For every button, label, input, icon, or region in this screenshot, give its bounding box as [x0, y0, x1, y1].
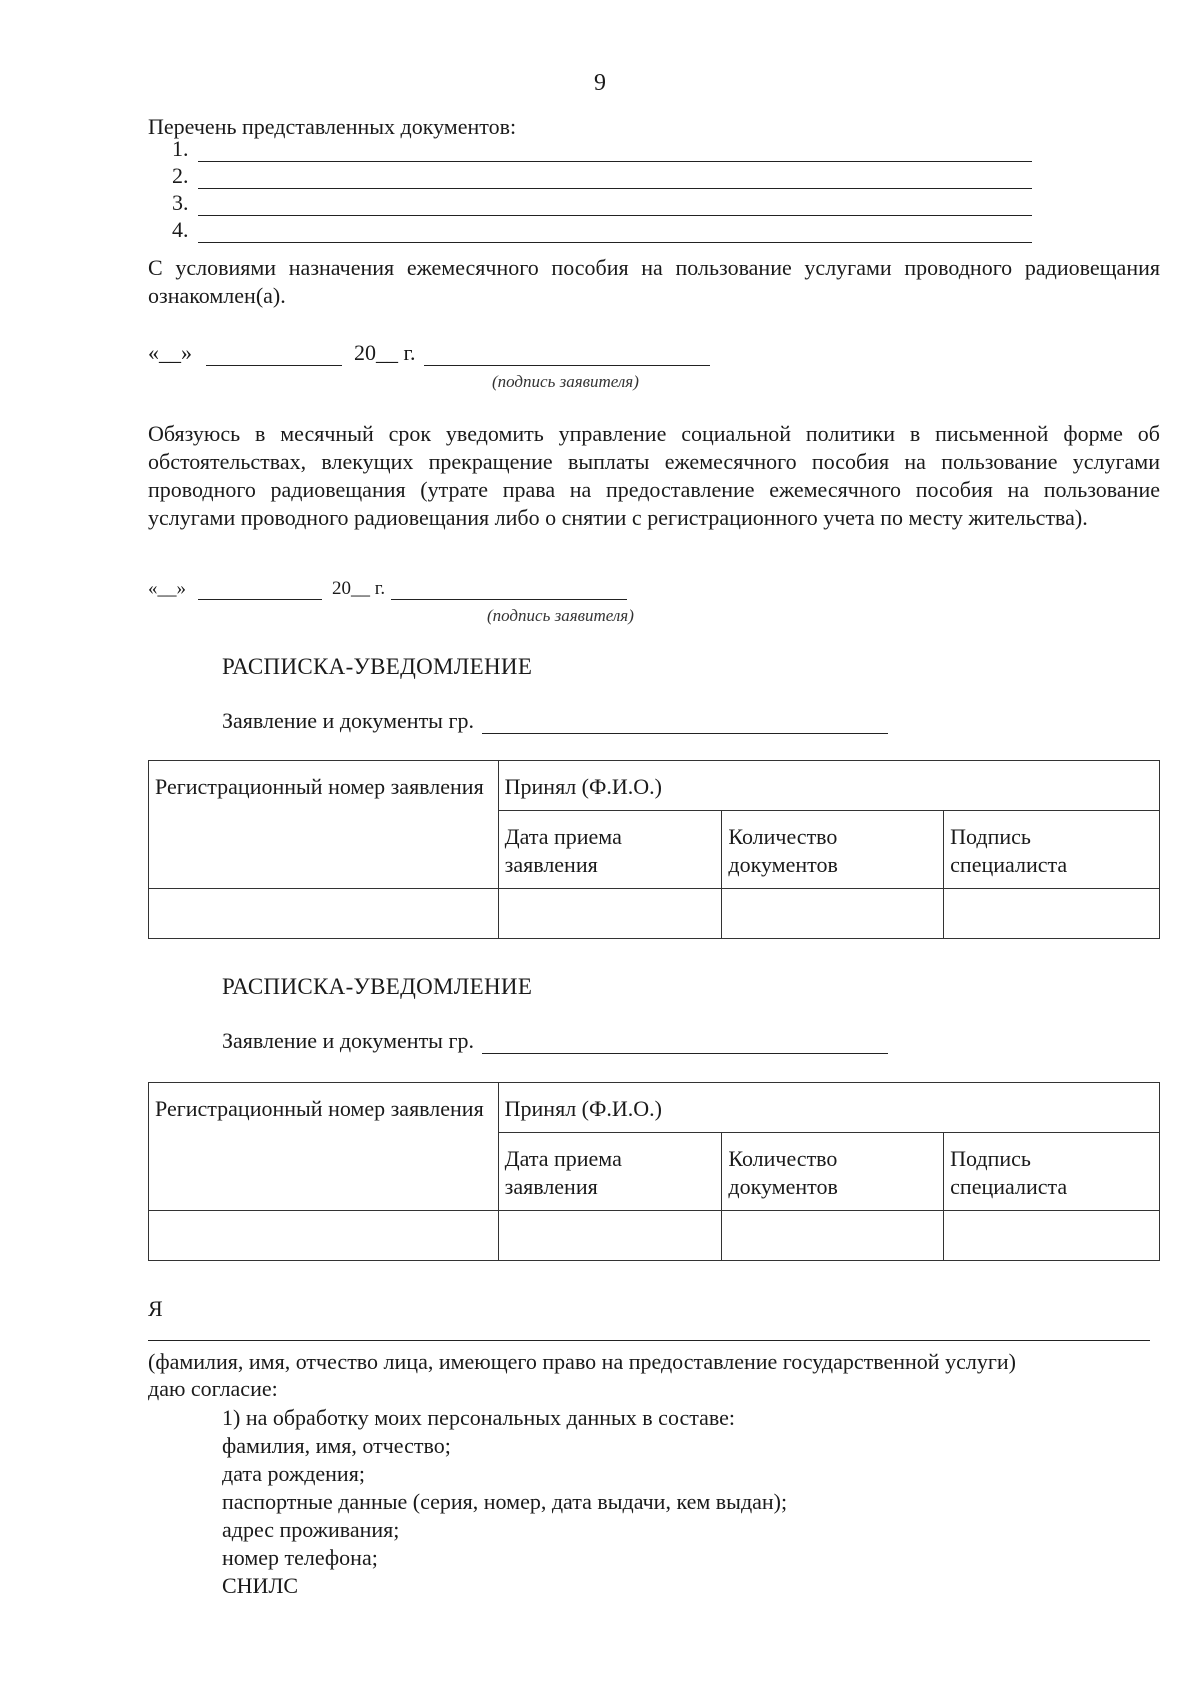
- consent-lead: даю согласие:: [148, 1376, 278, 1401]
- signature-caption: (подпись заявителя): [487, 606, 634, 625]
- fill-line: [198, 222, 1032, 243]
- date-year: 20__ г.: [332, 578, 386, 599]
- receipt-applicant-label: Заявление и документы гр.: [222, 1028, 474, 1053]
- date-month-field[interactable]: [198, 582, 322, 600]
- doc-count-cell[interactable]: [722, 889, 944, 939]
- consent-item: СНИЛС: [222, 1573, 299, 1598]
- list-number: 1.: [172, 136, 189, 161]
- doc-count-header: Количество документов: [722, 1133, 944, 1211]
- applicant-name-field[interactable]: [482, 1033, 888, 1054]
- list-number: 3.: [172, 190, 189, 215]
- signature-cell[interactable]: [944, 889, 1160, 939]
- document-line-4[interactable]: [172, 217, 1032, 243]
- accepted-by-header: Принял (Ф.И.О.): [498, 1083, 1159, 1133]
- reg-number-cell[interactable]: [149, 889, 499, 939]
- reg-number-header: Регистрационный номер заявления: [149, 761, 499, 889]
- receipt-applicant-row: [222, 1028, 888, 1054]
- receipt-table: [148, 760, 1160, 939]
- date-day: «__»: [148, 340, 192, 365]
- fill-line: [198, 195, 1032, 216]
- obligation-text: Обязуюсь в месячный срок уведомить управление социальной политики в письменной форме об обстоятельствах, влекущих прекращение выплаты ежемесячного пособия на пользование услугами проводного радиовещания (утрате права на предоставление ежемесячного пособия на пользование услугами проводного радиовещания либо о снятии с регистрационного учета по месту жительства).: [148, 421, 1160, 530]
- receipt-applicant-label: Заявление и документы гр.: [222, 708, 474, 733]
- date-received-header: Дата приема заявления: [498, 1133, 722, 1211]
- consent-item: паспортные данные (серия, номер, дата выдачи, кем выдан);: [222, 1489, 788, 1514]
- signature-header: Подпись специалиста: [944, 1133, 1160, 1211]
- document-line-2[interactable]: [172, 163, 1032, 189]
- fill-line: [198, 141, 1032, 162]
- signature-caption: (подпись заявителя): [492, 372, 639, 391]
- signature-field[interactable]: [391, 582, 627, 600]
- document-line-1[interactable]: [172, 136, 1032, 162]
- fill-line: [198, 168, 1032, 189]
- consent-item: 1) на обработку моих персональных данных в составе:: [222, 1405, 736, 1430]
- consent-items: [222, 1404, 787, 1600]
- consent-item: фамилия, имя, отчество;: [222, 1433, 451, 1458]
- signature-cell[interactable]: [944, 1211, 1160, 1261]
- consent-item: дата рождения;: [222, 1461, 365, 1486]
- date-received-cell[interactable]: [498, 1211, 722, 1261]
- receipt-title: РАСПИСКА-УВЕДОМЛЕНИЕ: [222, 974, 533, 999]
- doc-count-header: Количество документов: [722, 811, 944, 889]
- consent-item: адрес проживания;: [222, 1517, 400, 1542]
- acknowledgement-text: С условиями назначения ежемесячного пособия на пользование услугами проводного радиовещания ознакомлен(а).: [148, 255, 1160, 308]
- receipt-applicant-row: [222, 708, 888, 734]
- page-number: 9: [594, 70, 606, 96]
- reg-number-cell[interactable]: [149, 1211, 499, 1261]
- list-number: 2.: [172, 163, 189, 188]
- signature-field[interactable]: [424, 345, 710, 366]
- reg-number-header: Регистрационный номер заявления: [149, 1083, 499, 1211]
- list-number: 4.: [172, 217, 189, 242]
- applicant-name-field[interactable]: [482, 713, 888, 734]
- date-received-cell[interactable]: [498, 889, 722, 939]
- date-day: «__»: [148, 578, 186, 599]
- consent-caption: (фамилия, имя, отчество лица, имеющего право на предоставление государственной услуги): [148, 1349, 1016, 1374]
- consent-item: номер телефона;: [222, 1545, 378, 1570]
- obligation-date-row: [148, 578, 627, 600]
- accepted-by-header: Принял (Ф.И.О.): [498, 761, 1159, 811]
- acknowledgement-date-row: [148, 340, 710, 366]
- receipt-title: РАСПИСКА-УВЕДОМЛЕНИЕ: [222, 654, 533, 679]
- date-year: 20__ г.: [354, 340, 416, 365]
- date-received-header: Дата приема заявления: [498, 811, 722, 889]
- signature-header: Подпись специалиста: [944, 811, 1160, 889]
- date-month-field[interactable]: [206, 345, 342, 366]
- documents-heading: Перечень представленных документов:: [148, 114, 517, 139]
- doc-count-cell[interactable]: [722, 1211, 944, 1261]
- receipt-table: [148, 1082, 1160, 1261]
- consent-name-field[interactable]: [148, 1340, 1150, 1341]
- document-line-3[interactable]: [172, 190, 1032, 216]
- consent-pronoun: Я: [148, 1296, 163, 1321]
